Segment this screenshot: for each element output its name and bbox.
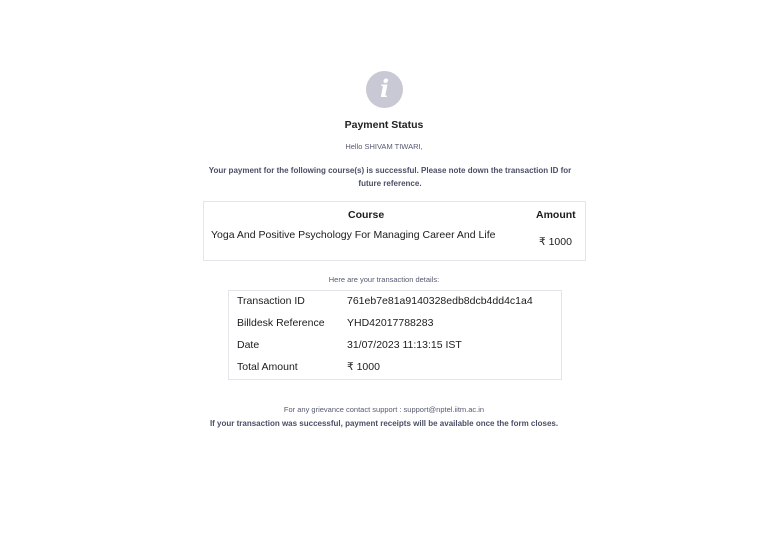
- course-name-cell: Yoga And Positive Psychology For Managing Career And Life: [211, 229, 496, 241]
- info-icon: [366, 71, 403, 108]
- table-row: [229, 291, 561, 313]
- total-amount-label: Total Amount: [237, 361, 298, 373]
- support-contact-text: For any grievance contact support : support@nptel.iitm.ac.in: [283, 405, 485, 414]
- course-amount-cell: ₹ 1000: [539, 236, 572, 248]
- greeting-text: Hello SHIVAM TIWARI,: [345, 142, 423, 151]
- amount-column-header: Amount: [536, 209, 576, 221]
- table-row: [229, 357, 561, 379]
- transaction-details-table: [228, 290, 562, 380]
- info-icon-glyph: i: [379, 74, 390, 103]
- date-value: 31/07/2023 11:13:15 IST: [347, 339, 462, 351]
- receipt-note-text: If your transaction was successful, payment receipts will be available once the form closes.: [209, 419, 559, 428]
- transaction-id-label: Transaction ID: [237, 295, 305, 307]
- billdesk-reference-label: Billdesk Reference: [237, 317, 325, 329]
- total-amount-value: ₹ 1000: [347, 361, 380, 373]
- transaction-id-value: 761eb7e81a9140328edb8dcb4dd4c1a4: [347, 295, 533, 307]
- page-title: Payment Status: [344, 119, 424, 131]
- billdesk-reference-value: YHD42017788283: [347, 317, 434, 329]
- table-row: [229, 335, 561, 357]
- course-column-header: Course: [348, 209, 385, 221]
- success-message: Your payment for the following course(s) is successful. Please note down the transaction ID for future reference.: [208, 166, 572, 188]
- date-label: Date: [237, 339, 260, 351]
- table-row: [229, 313, 561, 335]
- course-table: [203, 201, 586, 261]
- transaction-details-caption: Here are your transaction details:: [328, 275, 440, 284]
